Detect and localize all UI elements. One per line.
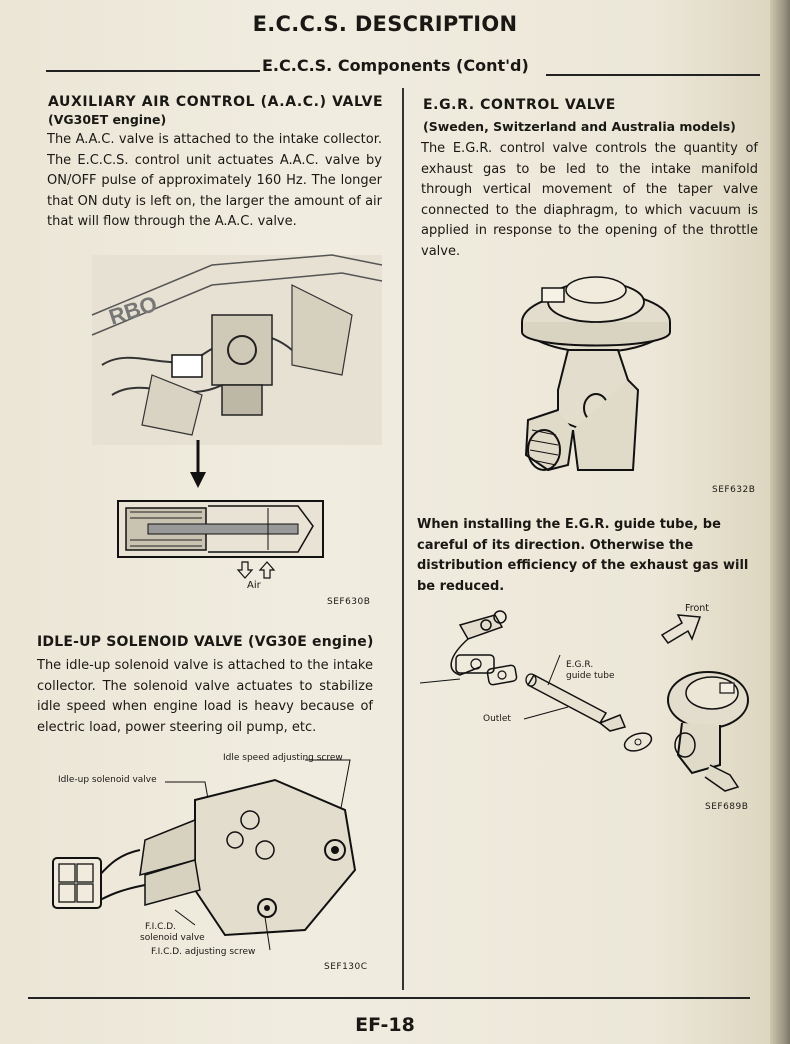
aac-arrow [188, 440, 208, 490]
egr-heading: E.G.R. CONTROL VALVE [423, 97, 616, 113]
page-number: EF-18 [355, 1014, 415, 1036]
idle-up-body: The idle-up solenoid valve is attached to the intake collector. The solenoid valve actuates to stabilize idle speed when engine load is heavy because of electric load, power steering oil pump, etc. [37, 658, 373, 735]
egr-subheading: (Sweden, Switzerland and Australia models) [423, 119, 736, 134]
outlet-label: Outlet [483, 714, 511, 724]
idle-up-heading: IDLE-UP SOLENOID VALVE (VG30E engine) [37, 634, 374, 650]
page-subtitle: E.C.C.S. Components (Cont'd) [262, 56, 529, 75]
ficd-screw-label: F.I.C.D. adjusting screw [151, 947, 256, 957]
egr-body: The E.G.R. control valve controls the quantity of exhaust gas to be led to the intake manifold through vertical movement of the taper valve connected to the diaphragm, to which vacuum is applied in response to the opening of the throttle valve. [421, 141, 758, 259]
aac-subheading: (VG30ET engine) [48, 112, 167, 127]
guide-tube-figure-code: SEF689B [705, 802, 749, 812]
idle-speed-screw-label: Idle speed adjusting screw [223, 753, 343, 763]
front-arrow-icon [662, 615, 700, 643]
egr-figure-code: SEF632B [712, 485, 756, 495]
guide-tube-figure [420, 595, 760, 795]
ficd-label-line2: solenoid valve [140, 933, 205, 943]
ficd-label-line1: F.I.C.D. [145, 922, 177, 932]
page-edge [770, 0, 790, 1044]
idle-up-valve-figure [45, 760, 365, 960]
subtitle-rule-right [546, 74, 760, 76]
air-label: Air [247, 580, 261, 591]
bottom-rule [28, 997, 750, 999]
aac-heading: AUXILIARY AIR CONTROL (A.A.C.) VALVE [48, 94, 384, 110]
guide-tube-label-line1: E.G.R. [566, 660, 594, 670]
subtitle-rule-left [46, 70, 260, 72]
guide-tube-label-line2: guide tube [566, 671, 615, 681]
svg-text:RBO: RBO [105, 290, 161, 330]
aac-figure-code: SEF630B [327, 597, 371, 607]
idle-up-figure-code: SEF130C [324, 962, 368, 972]
air-flow-arrows-icon [236, 560, 276, 580]
aac-valve-cutaway [118, 496, 323, 562]
egr-valve-figure [518, 270, 678, 480]
aac-body: The A.A.C. valve is attached to the intake collector. The E.C.C.S. control unit actuates A.A.C. valve by ON/OFF pulse of approximately 160 Hz. The longer that ON duty is left on, the larger the amount of air that will flow through the A.A.C. valve. [47, 132, 382, 229]
engine-photo-figure [92, 255, 382, 445]
guide-tube-note: When installing the E.G.R. guide tube, be careful of its direction. Otherwise the distribution efficiency of the exhaust gas will be reduced. [417, 517, 749, 594]
front-label: Front [685, 603, 710, 614]
page-title: E.C.C.S. DESCRIPTION [252, 12, 518, 36]
idle-up-valve-label: Idle-up solenoid valve [58, 775, 157, 785]
column-divider [402, 88, 404, 990]
